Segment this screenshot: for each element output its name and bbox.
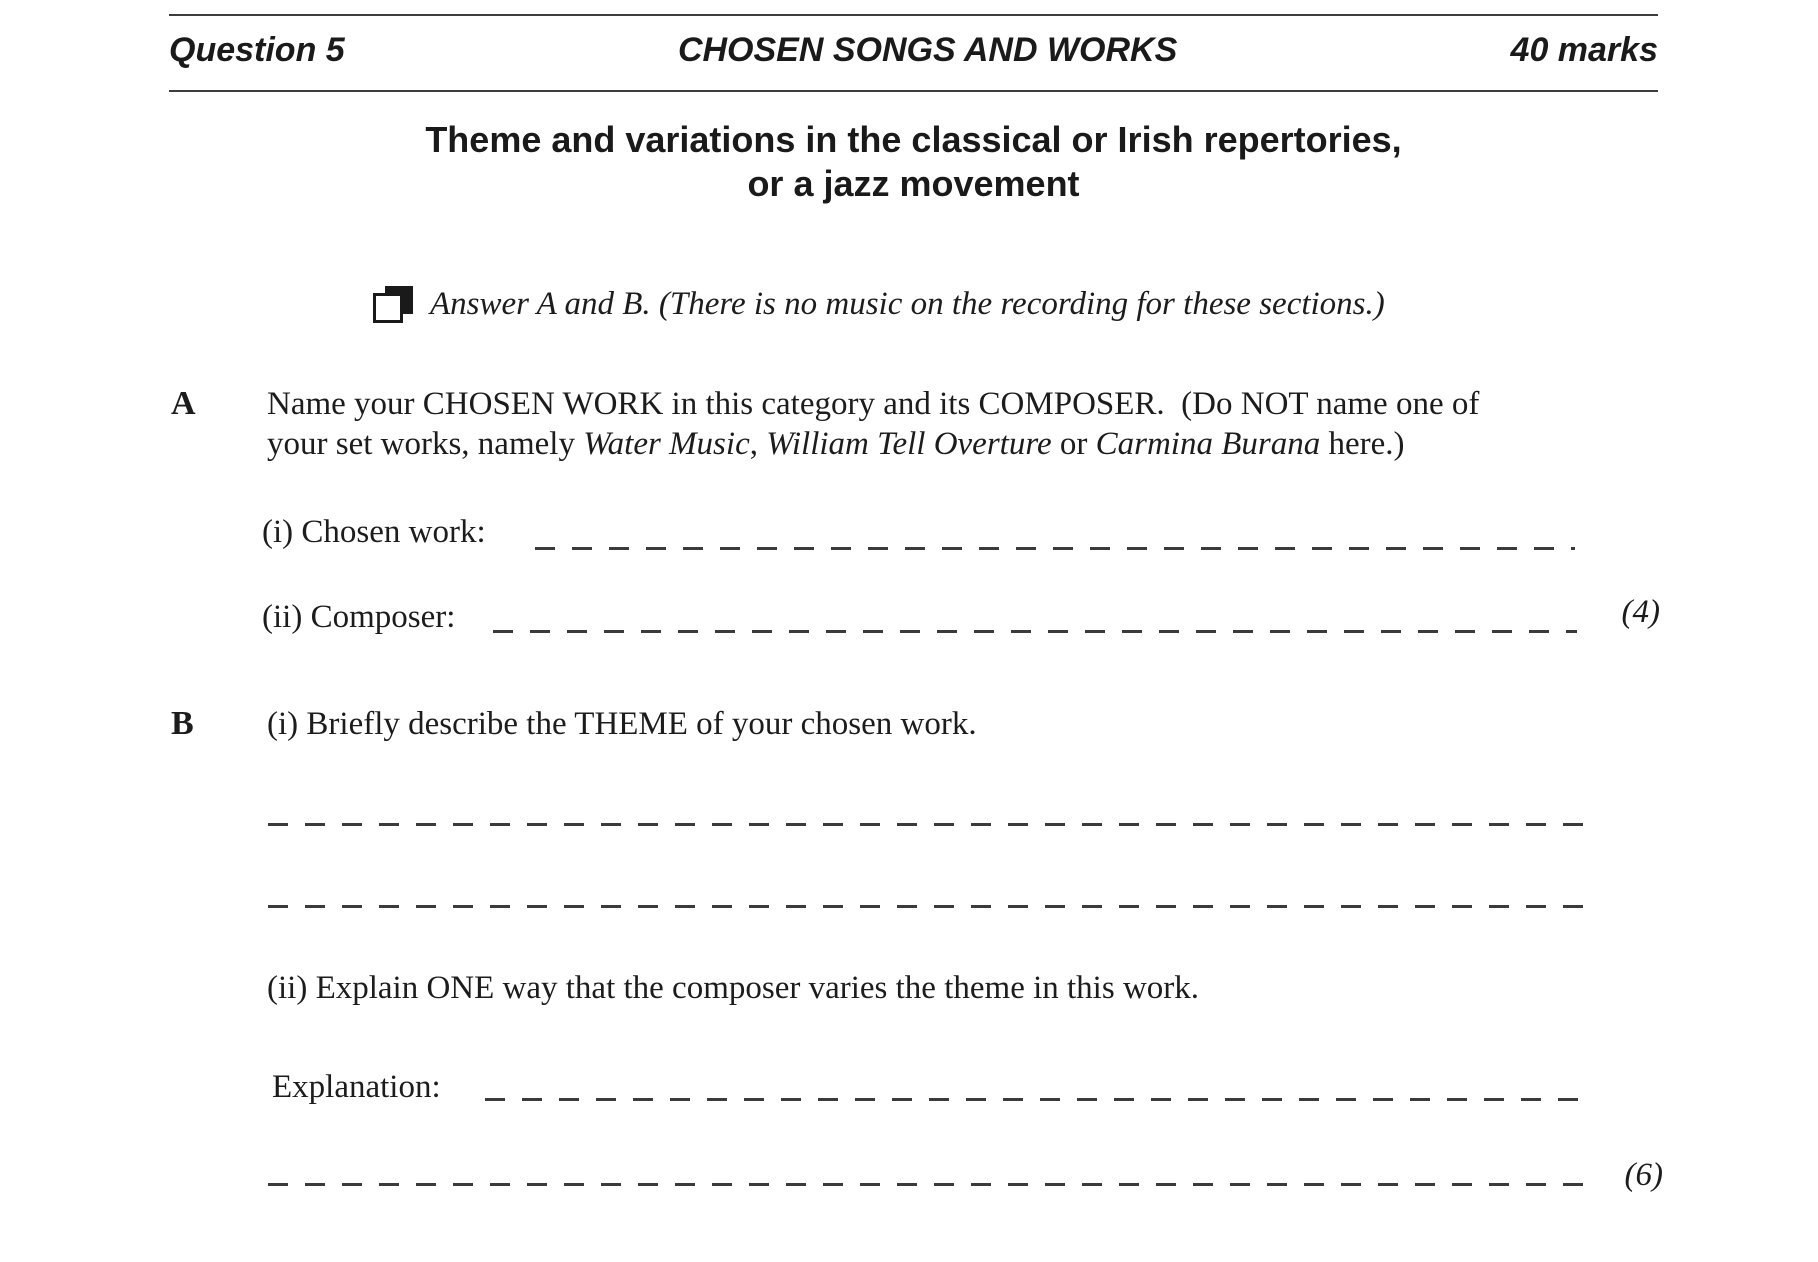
set-work-title-3: Carmina Burana bbox=[1095, 426, 1321, 462]
question-section-title: CHOSEN SONGS AND WORKS bbox=[677, 31, 1178, 69]
composer-answer-blank bbox=[493, 630, 1577, 633]
set-work-title-2: William Tell Overture bbox=[766, 426, 1052, 462]
prompt-text: here.) bbox=[1320, 426, 1405, 462]
prompt-text: your set works, namely bbox=[267, 426, 584, 462]
section-a-label: A bbox=[171, 385, 196, 422]
theme-answer-blank-line2 bbox=[268, 905, 1597, 908]
section-b-label: B bbox=[171, 705, 194, 742]
section-b-prompt-i: (i) Briefly describe the THEME of your chosen work. bbox=[267, 706, 977, 742]
section-a-prompt-line1: Name your CHOSEN WORK in this category and its COMPOSER. (Do NOT name one of bbox=[267, 386, 1480, 422]
section-a-prompt-line2 bbox=[267, 424, 1405, 464]
explanation-answer-blank-line2 bbox=[268, 1183, 1600, 1186]
question-number: Question 5 bbox=[169, 31, 345, 69]
header-top-rule bbox=[169, 14, 1658, 16]
topic-title-line1: Theme and variations in the classical or Irish repertories, bbox=[425, 119, 1402, 160]
set-work-title-1: Water Music bbox=[583, 426, 750, 462]
section-b-prompt-ii: (ii) Explain ONE way that the composer varies the theme in this work. bbox=[267, 970, 1200, 1006]
total-marks: 40 marks bbox=[1510, 31, 1658, 69]
chosen-work-answer-blank bbox=[535, 547, 1575, 550]
header-bottom-rule bbox=[169, 90, 1658, 92]
explanation-answer-blank-line1 bbox=[485, 1098, 1590, 1101]
answer-instruction: Answer A and B. (There is no music on the recording for these sections.) bbox=[430, 286, 1385, 322]
composer-field-label: (ii) Composer: bbox=[262, 599, 456, 635]
theme-answer-blank-line1 bbox=[268, 823, 1597, 826]
section-b-marks: (6) bbox=[1624, 1157, 1663, 1193]
prompt-text: , bbox=[749, 426, 767, 462]
explanation-field-label: Explanation: bbox=[272, 1069, 441, 1105]
shadowed-square-icon-box bbox=[373, 293, 403, 323]
section-a-marks: (4) bbox=[1621, 594, 1660, 630]
chosen-work-field-label: (i) Chosen work: bbox=[262, 514, 486, 550]
prompt-text: or bbox=[1051, 426, 1096, 462]
shadowed-square-icon bbox=[373, 286, 413, 323]
page-header bbox=[169, 31, 1658, 69]
topic-title-line2: or a jazz movement bbox=[747, 163, 1080, 204]
